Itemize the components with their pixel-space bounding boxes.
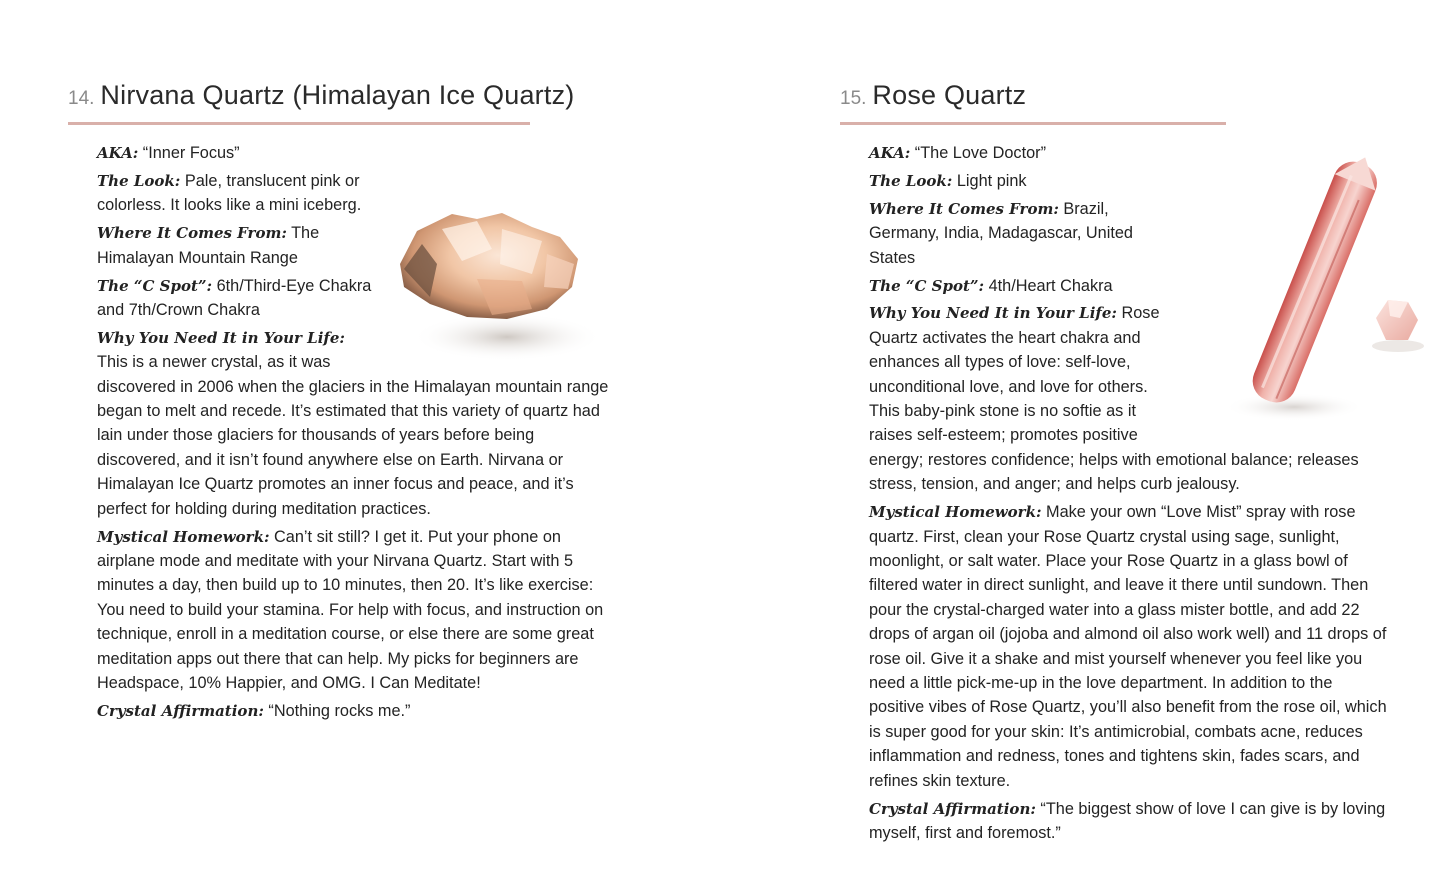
- left-aka-label: AKA:: [97, 144, 139, 162]
- right-aka-value: “The Love Doctor”: [914, 144, 1046, 162]
- rose-quartz-photo-icon: [1184, 139, 1429, 439]
- left-entry-title: Nirvana Quartz (Himalayan Ice Quartz): [100, 80, 575, 110]
- left-look-label: The Look:: [97, 171, 181, 190]
- left-homework-value: Can’t sit still? I get it. Put your phone on airplane mode and meditate with your Nirvana Quartz. Start with 5 minutes a day, then build up to 10 minutes, then 20. It’s like exercise: You need to build your stamina. For help with focus, and instruction on technique, enroll in a meditation course, or else there are some great meditation apps out there that can help. My picks for beginners are Headspace, 10% Happier, and OMG. I Can Meditate!: [97, 527, 604, 693]
- left-where-label: Where It Comes From:: [97, 224, 287, 243]
- left-affirmation-label: Crystal Affirmation:: [97, 701, 264, 720]
- right-page: [727, 0, 1454, 885]
- left-heading: [68, 80, 574, 111]
- nirvana-quartz-photo-icon: [382, 169, 612, 364]
- right-why-value: Rose Quartz activates the heart chakra and enhances all types of love: self-love, unconditional love, and love for others. This baby-pink stone is no softie as it raises self-esteem; promotes positive energy; restores confidence; helps with emotional balance; releases stress, tension, and anger; and helps curb jealousy.: [869, 304, 1359, 494]
- left-homework-label: Mystical Homework:: [97, 527, 270, 546]
- right-homework-label: Mystical Homework:: [869, 503, 1042, 522]
- right-affirmation-value: “The biggest show of love I can give is by loving myself, first and foremost.”: [869, 799, 1386, 842]
- right-entry-body: [869, 141, 1389, 849]
- left-cspot-value: 6th/Third-Eye Chakra and 7th/Crown Chakra: [97, 276, 372, 319]
- right-where-value: Brazil, Germany, India, Madagascar, United States: [869, 199, 1133, 267]
- left-heading-rule: [68, 122, 530, 125]
- right-affirmation-label: Crystal Affirmation:: [869, 799, 1036, 818]
- rose-quartz-image: [1184, 139, 1429, 439]
- right-homework: [869, 500, 1389, 793]
- left-why-label: Why You Need It in Your Life:: [97, 328, 345, 347]
- nirvana-quartz-image: [382, 169, 612, 364]
- left-aka: [97, 141, 612, 165]
- left-look-value: Pale, translucent pink or colorless. It looks like a mini iceberg.: [97, 171, 362, 215]
- left-affirmation-value: “Nothing rocks me.”: [268, 701, 411, 720]
- right-cspot-value: 4th/Heart Chakra: [988, 276, 1113, 295]
- right-aka-label: AKA:: [869, 144, 911, 162]
- right-heading: [840, 80, 1026, 111]
- right-look-label: The Look:: [869, 171, 953, 190]
- left-why-value: This is a newer crystal, as it was discovered in 2006 when the glaciers in the Himalayan mountain range began to melt and recede. It’s estimated that this variety of quartz had lain under those glaciers for thousands of years before being discovered, and it isn’t found anywhere else on Earth. Nirvana or Himalayan Ice Quartz promotes an inner focus and peace, and it’s perfect for holding during meditation practices.: [97, 353, 609, 518]
- left-aka-value: “Inner Focus”: [142, 144, 240, 162]
- right-affirmation: [869, 797, 1389, 846]
- left-homework: [97, 525, 612, 696]
- right-cspot-label: The “C Spot”:: [869, 276, 985, 295]
- left-affirmation: [97, 699, 612, 723]
- right-homework-value: Make your own “Love Mist” spray with rose quartz. First, clean your Rose Quartz crystal using sage, sunlight, moonlight, or salt water. Place your Rose Quartz in a glass bowl of filtered water in direct sunlight, and leave it there until sundown. Then pour the crystal-charged water into a glass mister bottle, and add 22 drops of argan oil (jojoba and almond oil also work well) and 11 drops of rose oil. Give it a shake and mist yourself whenever you feel like you need a little pick-me-up in the love department. In addition to the positive vibes of Rose Quartz, you’ll also benefit from the rose oil, which is super good for your skin: It’s antimicrobial, combats acne, reduces inflammation and redness, tones and tightens skin, fades scars, and refines skin texture.: [869, 503, 1387, 790]
- left-cspot-label: The “C Spot”:: [97, 276, 213, 295]
- right-where-label: Where It Comes From:: [869, 199, 1059, 218]
- left-where-value: The Himalayan Mountain Range: [97, 224, 320, 267]
- left-entry-body: [97, 141, 612, 727]
- right-look-value: Light pink: [956, 171, 1027, 190]
- right-heading-rule: [840, 122, 1226, 125]
- right-why-label: Why You Need It in Your Life:: [869, 304, 1117, 323]
- left-entry-number: 14.: [68, 88, 95, 109]
- right-entry-number: 15.: [840, 88, 867, 109]
- right-entry-title: Rose Quartz: [872, 80, 1027, 110]
